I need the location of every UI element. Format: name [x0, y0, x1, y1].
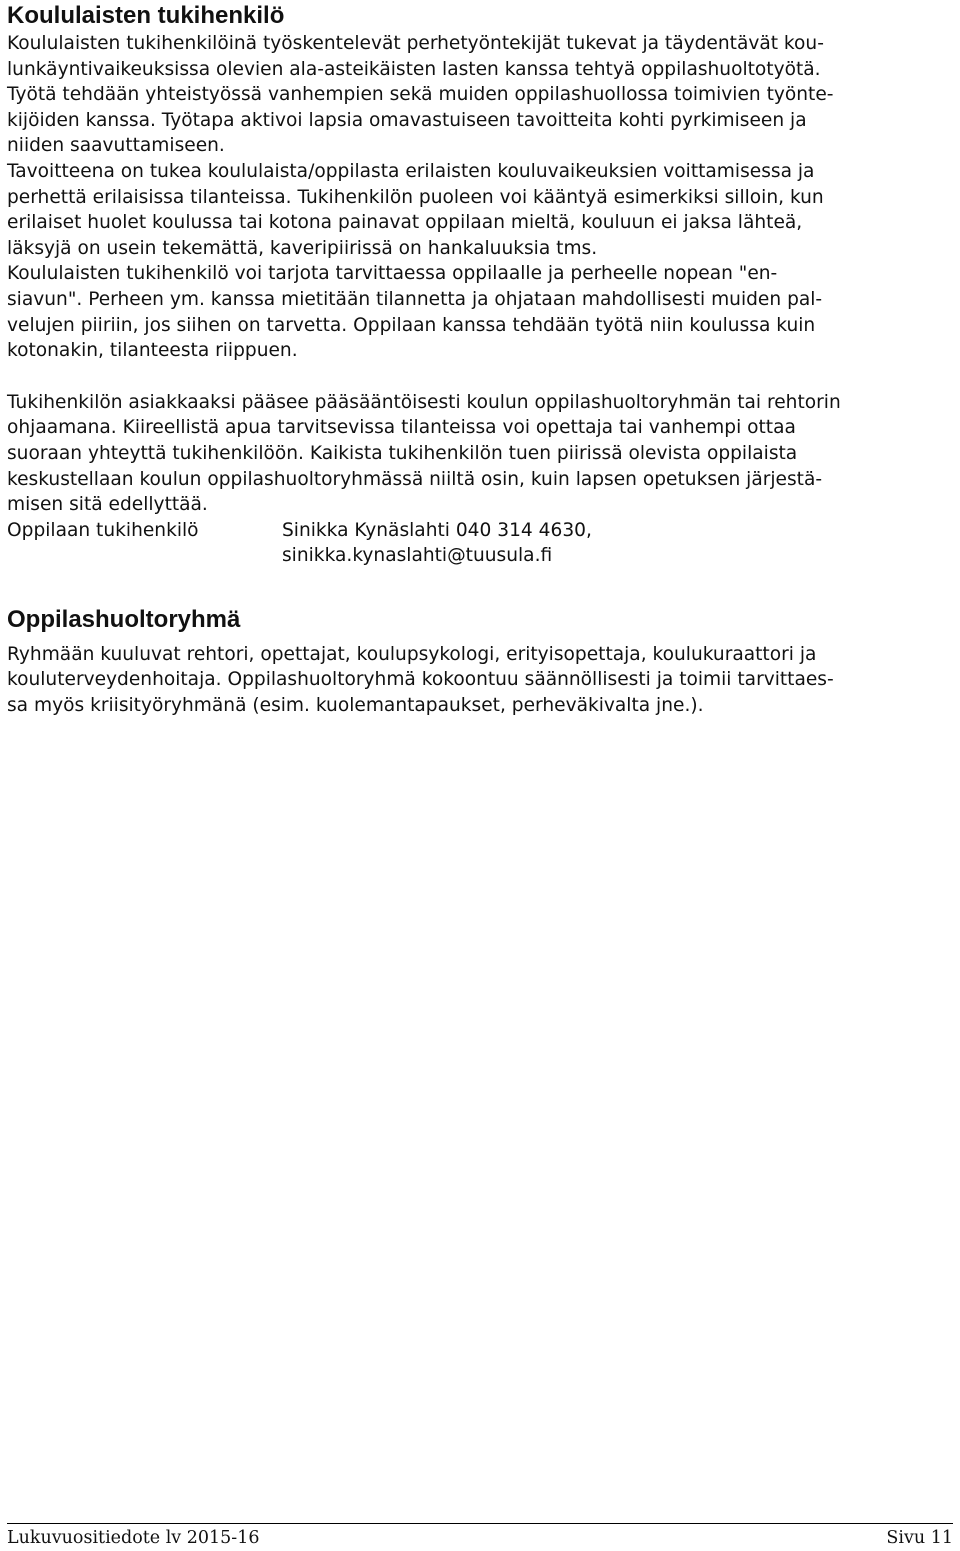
- text-line: perhettä erilaisissa tilanteissa. Tukihenkilön puoleen voi kääntyä esimerkiksi silloin, kun: [7, 186, 824, 208]
- section-oppilashuoltoryhma: [7, 605, 953, 719]
- contact-name-phone: Sinikka Kynäslahti 040 314 4630,: [282, 519, 592, 541]
- text-line: lunkäyntivaikeuksissa olevien ala-asteikäisten lasten kanssa tehtyä oppilashuoltotyötä.: [7, 58, 821, 80]
- text-line: Koululaisten tukihenkilö voi tarjota tarvittaessa oppilaalle ja perheelle nopean "en-: [7, 263, 778, 285]
- section-heading-oppilashuoltoryhma: Oppilashuoltoryhmä: [7, 605, 241, 633]
- text-line: Tavoitteena on tukea koululaista/oppilasta erilaisten kouluvaikeuksien voittamisessa ja: [7, 160, 815, 182]
- text-line: velujen piiriin, jos siihen on tarvetta. Oppilaan kanssa tehdään työtä niin koulussa kuin: [7, 314, 816, 336]
- text-line: kotonakin, tilanteesta riippuen.: [7, 340, 298, 362]
- text-line: Tukihenkilön asiakkaaksi pääsee pääsääntöisesti koulun oppilashuoltoryhmän tai rehtorin: [7, 391, 841, 413]
- footer-document-title: Lukuvuositiedote lv 2015-16: [7, 1528, 260, 1548]
- document-page: [7, 0, 953, 719]
- text-line: niiden saavuttamiseen.: [7, 135, 225, 157]
- text-line: erilaiset huolet koulussa tai kotona painavat oppilaan mieltä, kouluun ei jaksa lähteä,: [7, 212, 803, 234]
- text-line: Työtä tehdään yhteistyössä vanhempien sekä muiden oppilashuollossa toimivien työnte-: [7, 84, 834, 106]
- text-line: misen sitä edellyttää.: [7, 494, 208, 516]
- footer-page-number: Sivu 11: [886, 1528, 953, 1548]
- text-line: suoraan yhteyttä tukihenkilöön. Kaikista tukihenkilön tuen piirissä olevista oppilaista: [7, 442, 798, 464]
- section-heading-tukihenkilo: Koululaisten tukihenkilö: [7, 2, 285, 29]
- text-line: ohjaamana. Kiireellistä apua tarvitsevissa tilanteissa voi opettaja tai vanhempi ottaa: [7, 417, 796, 439]
- contact-label: Oppilaan tukihenkilö: [7, 519, 199, 541]
- paragraph-tukihenkilo-intro: [7, 31, 953, 364]
- text-line: kouluterveydenhoitaja. Oppilashuoltoryhmä kokoontuu säännöllisesti ja toimii tarvittaes-: [7, 669, 834, 691]
- text-line: läksyjä on usein tekemättä, kaveripiirissä on hankaluuksia tms.: [7, 237, 598, 259]
- text-line: sa myös kriisityöryhmänä (esim. kuolemantapaukset, perheväkivalta jne.).: [7, 695, 704, 717]
- page-footer: [7, 1523, 953, 1550]
- contact-block: [7, 518, 953, 569]
- text-line: kijöiden kanssa. Työtapa aktivoi lapsia omavastuiseen tavoitteita kohti pyrkimiseen ja: [7, 109, 807, 131]
- contact-email: sinikka.kynaslahti@tuusula.fi: [282, 545, 553, 567]
- paragraph-tukihenkilo-asiakkaaksi: [7, 390, 953, 518]
- text-line: siavun". Perheen ym. kanssa mietitään tilannetta ja ohjataan mahdollisesti muiden pal-: [7, 288, 823, 310]
- contact-details: [282, 518, 592, 569]
- text-line: Koululaisten tukihenkilöinä työskentelevät perhetyöntekijät tukevat ja täydentävät kou-: [7, 33, 824, 54]
- text-line: Ryhmään kuuluvat rehtori, opettajat, koulupsykologi, erityisopettaja, koulukuraattori ja: [7, 643, 817, 665]
- paragraph-oppilashuoltoryhma: [7, 642, 953, 719]
- text-line: keskustellaan koulun oppilashuoltoryhmässä niiltä osin, kuin lapsen opetuksen järjestä-: [7, 468, 823, 490]
- paragraph-spacer: [7, 364, 953, 390]
